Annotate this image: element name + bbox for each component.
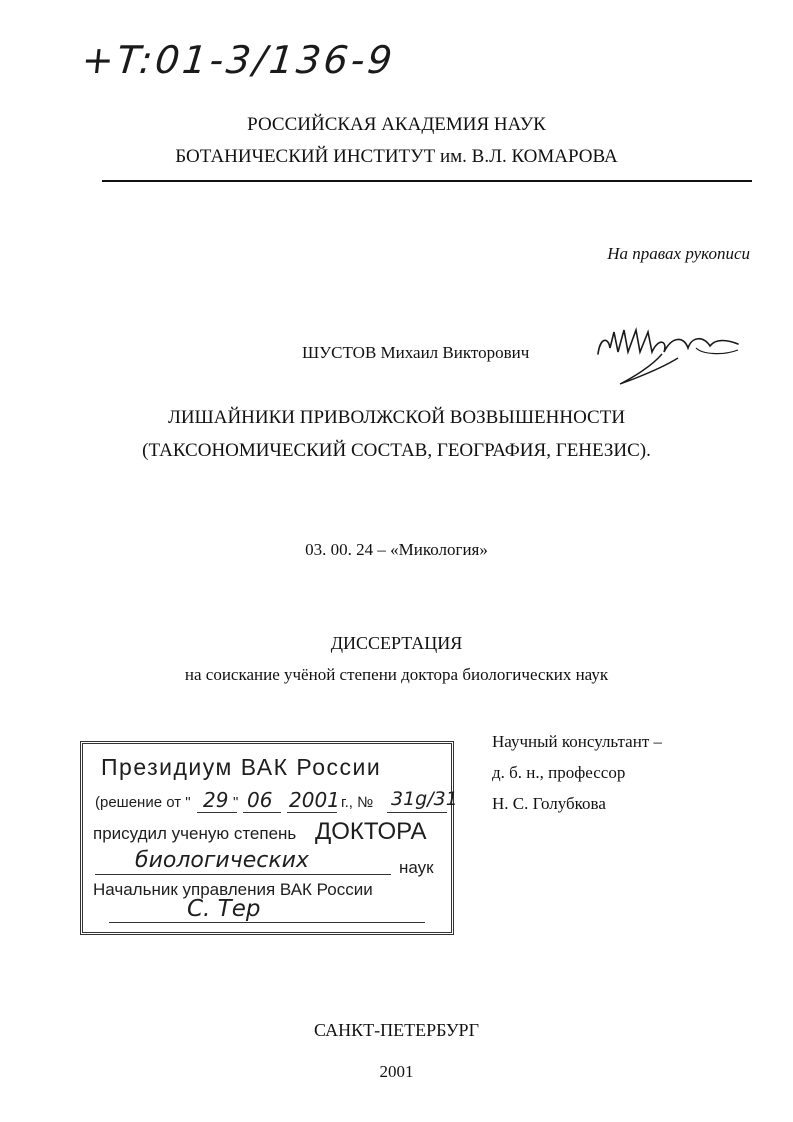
author-name: ШУСТОВ Михаил Викторович: [302, 343, 530, 362]
header-divider: [102, 180, 752, 182]
handwritten-archive-code: +T:01-3/136-9: [79, 38, 398, 82]
stamp-field-suffix: наук: [399, 858, 434, 877]
stamp-year-underline: [287, 812, 337, 813]
institute-name: БОТАНИЧЕСКИЙ ИНСТИТУТ им. В.Л. КОМАРОВА: [175, 146, 618, 167]
stamp-field-handwritten: биологических: [135, 848, 309, 873]
stamp-quote: ": [233, 794, 239, 811]
consultant-name: Н. С. Голубкова: [492, 794, 606, 813]
stamp-number-underline: [387, 812, 447, 813]
year: 2001: [379, 1062, 414, 1081]
stamp-year-suffix: г., №: [341, 794, 374, 811]
stamp-year: 2001: [289, 788, 340, 812]
consultant-label: Научный консультант –: [492, 732, 662, 751]
author-signature: [592, 318, 742, 390]
stamp-field-underline: [95, 874, 391, 875]
stamp-decision-prefix: (решение от ": [95, 794, 191, 811]
dissertation-title-line-2: (ТАКСОНОМИЧЕСКИЙ СОСТАВ, ГЕОГРАФИЯ, ГЕНЕЗИС).: [142, 440, 651, 461]
stamp-decision-number: 31g/31: [391, 788, 458, 810]
consultant-title: д. б. н., профессор: [492, 763, 626, 782]
degree-sought: на соискание учёной степени доктора биологических наук: [184, 665, 609, 684]
stamp-month: 06: [247, 788, 273, 812]
academy-name: РОССИЙСКАЯ АКАДЕМИЯ НАУК: [247, 114, 546, 135]
stamp-chief-title: Начальник управления ВАК России: [93, 880, 373, 899]
manuscript-rights-note: На правах рукописи: [607, 244, 750, 263]
vak-stamp: [80, 741, 458, 935]
dissertation-title-line-1: ЛИШАЙНИКИ ПРИВОЛЖСКОЙ ВОЗВЫШЕННОСТИ: [167, 407, 626, 428]
city: САНКТ-ПЕТЕРБУРГ: [314, 1020, 479, 1040]
stamp-awarded-prefix: присудил ученую степень: [93, 824, 297, 843]
stamp-signature-underline: [109, 922, 425, 923]
stamp-degree: ДОКТОРА: [315, 818, 427, 845]
document-type: ДИССЕРТАЦИЯ: [330, 633, 463, 653]
stamp-day-underline: [197, 812, 237, 813]
stamp-heading: Президиум ВАК России: [101, 754, 382, 780]
stamp-chief-signature: С. Тер: [187, 896, 261, 922]
specialty-code: 03. 00. 24 – «Микология»: [305, 540, 488, 559]
stamp-month-underline: [243, 812, 281, 813]
stamp-day: 29: [203, 788, 229, 812]
